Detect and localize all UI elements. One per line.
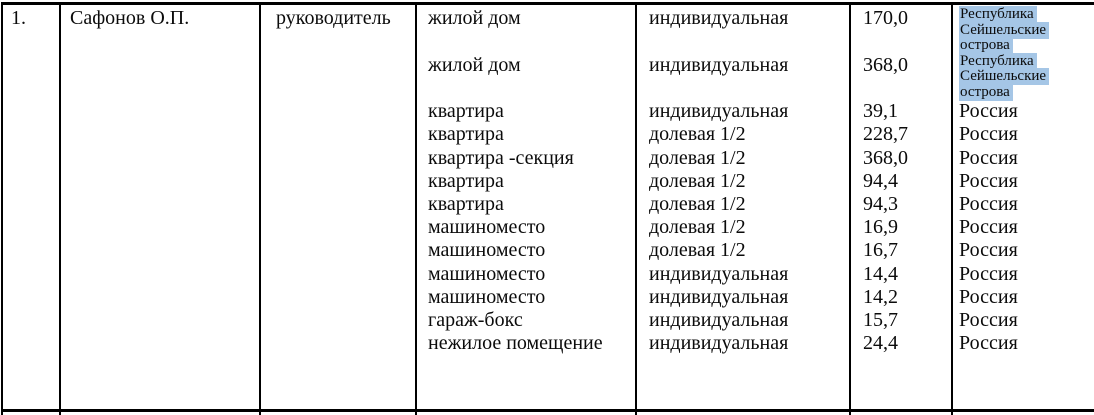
ownership-cell: индивидуальная: [649, 332, 789, 355]
country-cell: [959, 54, 1094, 101]
col-row-number: [3, 5, 61, 415]
property-type-cell: машиноместо: [428, 262, 546, 285]
area-cell: 368,0: [863, 146, 908, 169]
ownership-cell: долевая 1/2: [649, 192, 746, 215]
property-type-cell: квартира: [428, 169, 504, 192]
country-line: [959, 69, 1094, 85]
country-cell: Россия: [959, 192, 1018, 215]
highlighted-text: Республика: [959, 6, 1037, 23]
property-type-cell: квартира: [428, 100, 504, 123]
highlighted-text: Сейшельские: [959, 22, 1049, 39]
col-position: [261, 5, 417, 415]
property-type-cell: квартира: [428, 123, 504, 146]
area-cell: 24,4: [863, 332, 898, 355]
country-line: [959, 85, 1094, 101]
highlighted-text: острова: [959, 37, 1013, 54]
ownership-cell: индивидуальная: [649, 100, 789, 123]
area-cell: 228,7: [863, 123, 908, 146]
country-cell: Россия: [959, 100, 1018, 123]
country-cell: Россия: [959, 332, 1018, 355]
row-number: 1.: [11, 7, 26, 29]
ownership-cell: долевая 1/2: [649, 146, 746, 169]
highlighted-text: Республика: [959, 53, 1037, 70]
ownership-cell: долевая 1/2: [649, 123, 746, 146]
property-type-cell: нежилое помещение: [428, 332, 603, 355]
country-cell: Россия: [959, 123, 1018, 146]
country-cell: Россия: [959, 308, 1018, 331]
country-cell: Россия: [959, 216, 1018, 239]
area-cell: 16,7: [863, 239, 898, 262]
declaration-table: [1, 2, 1094, 415]
property-type-cell: жилой дом: [428, 7, 521, 29]
col-person-name: [61, 5, 261, 415]
position-title: руководитель: [276, 7, 391, 29]
ownership-cell: долевая 1/2: [649, 239, 746, 262]
area-cell: 15,7: [863, 308, 898, 331]
property-type-cell: жилой дом: [428, 53, 521, 76]
country-line: [959, 23, 1094, 39]
highlighted-text: острова: [959, 84, 1013, 101]
country-cell: Россия: [959, 169, 1018, 192]
country-line: [959, 38, 1094, 54]
country-line: [959, 54, 1094, 70]
ownership-cell: долевая 1/2: [649, 169, 746, 192]
area-cell: 170,0: [863, 7, 908, 29]
area-cell: 368,0: [863, 53, 908, 76]
area-cell: 14,2: [863, 285, 898, 308]
col-country: [953, 5, 1094, 415]
ownership-cell: индивидуальная: [649, 53, 789, 76]
country-cell: Россия: [959, 285, 1018, 308]
col-property-type: [417, 5, 637, 415]
property-type-cell: гараж-бокс: [428, 308, 523, 331]
property-type-cell: квартира: [428, 192, 504, 215]
country-cell: Россия: [959, 146, 1018, 169]
area-cell: 16,9: [863, 216, 898, 239]
ownership-cell: долевая 1/2: [649, 216, 746, 239]
property-type-cell: машиноместо: [428, 285, 546, 308]
area-cell: 39,1: [863, 100, 898, 123]
ownership-cell: индивидуальная: [649, 7, 789, 29]
col-ownership-type: [637, 5, 851, 415]
country-cell: Россия: [959, 262, 1018, 285]
area-cell: 94,4: [863, 169, 898, 192]
person-name: Сафонов О.П.: [70, 7, 190, 29]
country-line: [959, 7, 1094, 23]
ownership-cell: индивидуальная: [649, 262, 789, 285]
country-cell: [959, 7, 1094, 54]
col-area: [851, 5, 953, 415]
property-type-cell: машиноместо: [428, 239, 546, 262]
country-cell: Россия: [959, 239, 1018, 262]
property-type-cell: квартира -секция: [428, 146, 574, 169]
area-cell: 14,4: [863, 262, 898, 285]
ownership-cell: индивидуальная: [649, 308, 789, 331]
table-row-bottom-border: [3, 409, 1094, 412]
highlighted-text: Сейшельские: [959, 68, 1049, 85]
property-type-cell: машиноместо: [428, 216, 546, 239]
ownership-cell: индивидуальная: [649, 285, 789, 308]
area-cell: 94,3: [863, 192, 898, 215]
